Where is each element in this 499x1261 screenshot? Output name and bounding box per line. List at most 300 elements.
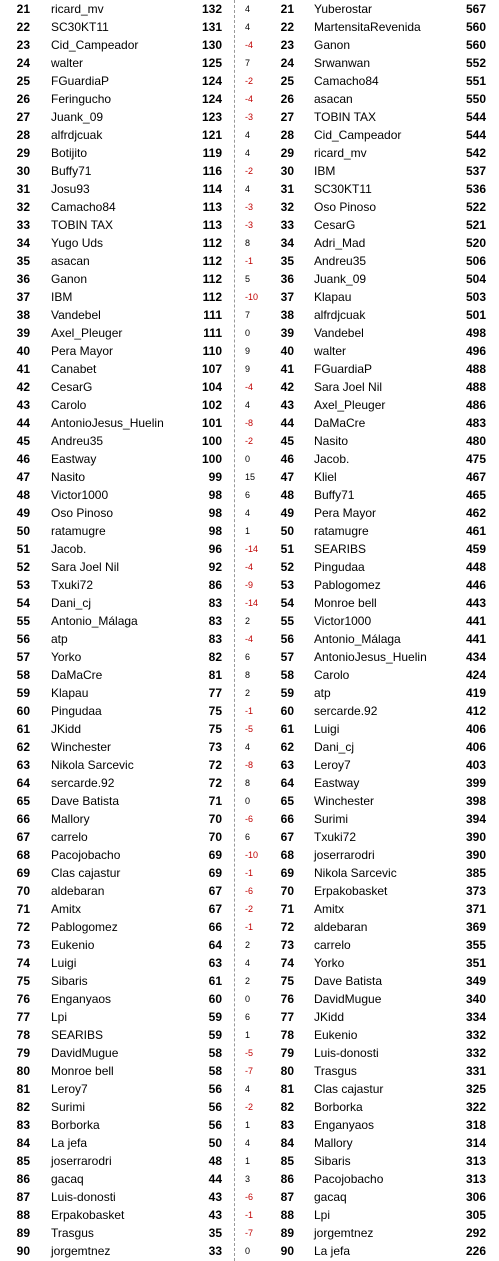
table-row xyxy=(0,342,499,360)
weekly-score: 81 xyxy=(208,668,222,682)
overall-rank-position: 44 xyxy=(280,416,294,430)
weekly-player-name: Yugo Uds xyxy=(51,236,104,250)
position-change: 5 xyxy=(245,274,251,284)
overall-player-name: Enganyaos xyxy=(314,1118,375,1132)
overall-player-name: CesarG xyxy=(314,218,356,232)
overall-rank-position: 32 xyxy=(280,200,294,214)
overall-rank-position: 86 xyxy=(280,1172,294,1186)
weekly-score: 82 xyxy=(208,650,222,664)
weekly-score: 56 xyxy=(208,1100,222,1114)
weekly-score: 110 xyxy=(202,344,222,358)
overall-score: 522 xyxy=(465,200,486,214)
overall-rank-position: 49 xyxy=(280,506,294,520)
weekly-rank-position: 32 xyxy=(16,200,30,214)
overall-rank-position: 68 xyxy=(280,848,294,862)
weekly-rank-position: 24 xyxy=(16,56,30,70)
position-change: 4 xyxy=(245,4,251,14)
position-change: 4 xyxy=(245,148,251,158)
weekly-player-name: Luis-donosti xyxy=(51,1190,116,1204)
weekly-score: 96 xyxy=(208,542,222,556)
overall-score: 292 xyxy=(465,1226,486,1240)
weekly-score: 70 xyxy=(208,830,222,844)
position-change: 2 xyxy=(245,688,251,698)
overall-rank-position: 80 xyxy=(280,1064,294,1078)
position-change: 8 xyxy=(245,670,251,680)
overall-score: 349 xyxy=(465,974,486,988)
overall-player-name: MartensitaRevenida xyxy=(314,20,421,34)
overall-score: 419 xyxy=(465,686,486,700)
weekly-player-name: aldebaran xyxy=(51,884,105,898)
overall-score: 498 xyxy=(465,326,486,340)
weekly-score: 66 xyxy=(208,920,222,934)
weekly-rank-position: 67 xyxy=(16,830,30,844)
weekly-rank-position: 28 xyxy=(16,128,30,142)
weekly-score: 112 xyxy=(202,236,222,250)
table-row xyxy=(0,540,499,558)
overall-player-name: Nikola Sarcevic xyxy=(314,866,397,880)
position-change: 4 xyxy=(245,1138,251,1148)
overall-rank-position: 42 xyxy=(280,380,294,394)
overall-player-name: SEARIBS xyxy=(314,542,367,556)
weekly-rank-position: 89 xyxy=(16,1226,30,1240)
overall-player-name: Pingudaa xyxy=(314,560,365,574)
overall-player-name: Sibaris xyxy=(314,1154,351,1168)
overall-score: 332 xyxy=(465,1046,486,1060)
table-row xyxy=(0,504,499,522)
overall-score: 369 xyxy=(465,920,486,934)
overall-score: 467 xyxy=(465,470,486,484)
overall-rank-position: 47 xyxy=(280,470,294,484)
table-row xyxy=(0,1242,499,1260)
overall-score: 552 xyxy=(465,56,486,70)
overall-rank-position: 45 xyxy=(280,434,294,448)
position-change: 15 xyxy=(245,472,256,482)
overall-rank-position: 64 xyxy=(280,776,294,790)
table-row xyxy=(0,432,499,450)
table-row xyxy=(0,450,499,468)
overall-player-name: Jacob. xyxy=(314,452,350,466)
weekly-rank-position: 83 xyxy=(16,1118,30,1132)
table-row xyxy=(0,252,499,270)
weekly-player-name: SEARIBS xyxy=(51,1028,104,1042)
weekly-score: 99 xyxy=(208,470,222,484)
position-change: 0 xyxy=(245,1246,251,1256)
weekly-player-name: IBM xyxy=(51,290,73,304)
overall-rank-position: 76 xyxy=(280,992,294,1006)
weekly-rank-position: 77 xyxy=(16,1010,30,1024)
position-change: -14 xyxy=(245,544,259,554)
weekly-score: 83 xyxy=(208,614,222,628)
table-row xyxy=(0,1026,499,1044)
overall-player-name: TOBIN TAX xyxy=(314,110,377,124)
weekly-rank-position: 40 xyxy=(16,344,30,358)
position-change: -4 xyxy=(245,40,254,50)
position-change: 8 xyxy=(245,238,251,248)
overall-score: 424 xyxy=(465,668,486,682)
table-row xyxy=(0,360,499,378)
weekly-player-name: Klapau xyxy=(51,686,89,700)
weekly-rank-position: 38 xyxy=(16,308,30,322)
position-change: 0 xyxy=(245,796,251,806)
position-change: 9 xyxy=(245,346,251,356)
weekly-player-name: Dave Batista xyxy=(51,794,120,808)
weekly-rank-position: 70 xyxy=(16,884,30,898)
overall-score: 521 xyxy=(465,218,486,232)
table-row xyxy=(0,1098,499,1116)
weekly-player-name: ricard_mv xyxy=(51,2,104,16)
table-row xyxy=(0,324,499,342)
overall-rank-position: 38 xyxy=(280,308,294,322)
position-change: 6 xyxy=(245,832,251,842)
overall-rank-position: 71 xyxy=(280,902,294,916)
position-change: 4 xyxy=(245,508,251,518)
overall-player-name: ricard_mv xyxy=(314,146,367,160)
position-change: -4 xyxy=(245,634,254,644)
table-row xyxy=(0,738,499,756)
weekly-player-name: alfrdjcuak xyxy=(51,128,103,142)
position-change: 7 xyxy=(245,58,251,68)
overall-player-name: Borborka xyxy=(314,1100,363,1114)
weekly-rank-position: 84 xyxy=(16,1136,30,1150)
weekly-player-name: Enganyaos xyxy=(51,992,112,1006)
weekly-score: 101 xyxy=(201,416,222,430)
weekly-score: 72 xyxy=(208,758,222,772)
overall-score: 340 xyxy=(465,992,486,1006)
weekly-rank-position: 34 xyxy=(16,236,30,250)
overall-player-name: Yuberostar xyxy=(314,2,373,16)
overall-score: 544 xyxy=(465,128,486,142)
weekly-rank-position: 22 xyxy=(16,20,30,34)
weekly-rank-position: 23 xyxy=(16,38,30,52)
position-change: 4 xyxy=(245,1084,251,1094)
overall-score: 355 xyxy=(465,938,486,952)
table-row xyxy=(0,648,499,666)
overall-rank-position: 21 xyxy=(280,2,294,16)
weekly-score: 75 xyxy=(208,722,222,736)
weekly-score: 69 xyxy=(208,848,222,862)
weekly-rank-position: 44 xyxy=(16,416,30,430)
weekly-score: 58 xyxy=(208,1064,222,1078)
overall-score: 496 xyxy=(465,344,486,358)
weekly-rank-position: 47 xyxy=(16,470,30,484)
table-row xyxy=(0,828,499,846)
position-change: 1 xyxy=(245,1030,251,1040)
weekly-score: 132 xyxy=(201,2,222,16)
overall-score: 480 xyxy=(465,434,486,448)
position-change: 7 xyxy=(245,310,251,320)
weekly-player-name: Txuki72 xyxy=(51,578,94,592)
position-change: 6 xyxy=(245,652,251,662)
overall-player-name: FGuardiaP xyxy=(314,362,373,376)
overall-player-name: Ganon xyxy=(314,38,351,52)
overall-player-name: Txuki72 xyxy=(314,830,357,844)
weekly-score: 73 xyxy=(208,740,222,754)
weekly-rank-position: 59 xyxy=(16,686,30,700)
overall-score: 318 xyxy=(465,1118,486,1132)
weekly-rank-position: 69 xyxy=(16,866,30,880)
weekly-player-name: Jacob. xyxy=(51,542,87,556)
overall-rank-position: 77 xyxy=(280,1010,294,1024)
table-row xyxy=(0,234,499,252)
position-change: 4 xyxy=(245,742,251,752)
weekly-player-name: TOBIN TAX xyxy=(51,218,114,232)
weekly-rank-position: 26 xyxy=(16,92,30,106)
weekly-rank-position: 57 xyxy=(16,650,30,664)
weekly-player-name: Monroe bell xyxy=(51,1064,114,1078)
table-row xyxy=(0,594,499,612)
overall-player-name: Carolo xyxy=(314,668,350,682)
overall-rank-position: 88 xyxy=(280,1208,294,1222)
table-row xyxy=(0,1170,499,1188)
table-row xyxy=(0,522,499,540)
weekly-player-name: AntonioJesus_Huelin xyxy=(51,416,164,430)
weekly-rank-position: 58 xyxy=(16,668,30,682)
overall-rank-position: 23 xyxy=(280,38,294,52)
overall-player-name: Lpi xyxy=(314,1208,331,1222)
position-change: -1 xyxy=(245,256,254,266)
position-change: -2 xyxy=(245,904,254,914)
overall-player-name: Winchester xyxy=(314,794,375,808)
weekly-score: 123 xyxy=(201,110,222,124)
weekly-rank-position: 81 xyxy=(16,1082,30,1096)
weekly-score: 48 xyxy=(208,1154,222,1168)
overall-score: 306 xyxy=(465,1190,486,1204)
overall-rank-position: 33 xyxy=(280,218,294,232)
overall-score: 398 xyxy=(465,794,486,808)
overall-rank-position: 70 xyxy=(280,884,294,898)
table-row xyxy=(0,162,499,180)
weekly-score: 35 xyxy=(208,1226,222,1240)
overall-rank-position: 79 xyxy=(280,1046,294,1060)
position-change: -5 xyxy=(245,1048,254,1058)
weekly-player-name: Carolo xyxy=(51,398,87,412)
overall-rank-position: 26 xyxy=(280,92,294,106)
overall-score: 551 xyxy=(465,74,486,88)
weekly-score: 121 xyxy=(201,128,222,142)
overall-rank-position: 43 xyxy=(280,398,294,412)
weekly-score: 112 xyxy=(202,254,222,268)
weekly-player-name: Antonio_Málaga xyxy=(51,614,138,628)
overall-score: 313 xyxy=(465,1154,486,1168)
overall-player-name: Dave Batista xyxy=(314,974,383,988)
overall-score: 314 xyxy=(465,1136,486,1150)
overall-player-name: Adri_Mad xyxy=(314,236,366,250)
weekly-score: 43 xyxy=(208,1190,222,1204)
table-row xyxy=(0,1224,499,1242)
overall-score: 560 xyxy=(465,38,486,52)
weekly-rank-position: 64 xyxy=(16,776,30,790)
weekly-player-name: sercarde.92 xyxy=(51,776,115,790)
position-change: 4 xyxy=(245,130,251,140)
overall-score: 332 xyxy=(465,1028,486,1042)
position-change: 0 xyxy=(245,328,251,338)
weekly-player-name: Feringucho xyxy=(51,92,112,106)
position-change: 6 xyxy=(245,1012,251,1022)
overall-rank-position: 34 xyxy=(280,236,294,250)
table-row xyxy=(0,486,499,504)
weekly-rank-position: 36 xyxy=(16,272,30,286)
weekly-player-name: Sibaris xyxy=(51,974,88,988)
overall-rank-position: 30 xyxy=(280,164,294,178)
weekly-score: 124 xyxy=(201,92,222,106)
weekly-score: 43 xyxy=(208,1208,222,1222)
weekly-rank-position: 42 xyxy=(16,380,30,394)
table-row xyxy=(0,630,499,648)
weekly-score: 102 xyxy=(201,398,222,412)
overall-player-name: Axel_Pleuger xyxy=(314,398,386,412)
weekly-player-name: Lpi xyxy=(51,1010,68,1024)
overall-score: 385 xyxy=(465,866,486,880)
overall-player-name: Surimi xyxy=(314,812,349,826)
weekly-score: 111 xyxy=(203,326,222,340)
position-change: -1 xyxy=(245,868,254,878)
table-row xyxy=(0,990,499,1008)
position-change: -2 xyxy=(245,436,254,446)
weekly-rank-position: 86 xyxy=(16,1172,30,1186)
weekly-score: 64 xyxy=(208,938,222,952)
position-change: -14 xyxy=(245,598,259,608)
overall-rank-position: 85 xyxy=(280,1154,294,1168)
weekly-score: 58 xyxy=(208,1046,222,1060)
table-row xyxy=(0,216,499,234)
overall-player-name: DaMaCre xyxy=(314,416,366,430)
weekly-rank-position: 71 xyxy=(16,902,30,916)
weekly-player-name: SC30KT11 xyxy=(51,20,109,34)
weekly-player-name: Josu93 xyxy=(51,182,90,196)
overall-rank-position: 52 xyxy=(280,560,294,574)
overall-rank-position: 82 xyxy=(280,1100,294,1114)
overall-rank-position: 59 xyxy=(280,686,294,700)
overall-rank-position: 48 xyxy=(280,488,294,502)
overall-player-name: ratamugre xyxy=(314,524,369,538)
weekly-player-name: joserrarodri xyxy=(51,1154,112,1168)
table-row xyxy=(0,972,499,990)
weekly-score: 100 xyxy=(201,434,222,448)
weekly-rank-position: 90 xyxy=(16,1244,30,1258)
weekly-rank-position: 72 xyxy=(16,920,30,934)
weekly-score: 56 xyxy=(208,1118,222,1132)
weekly-score: 125 xyxy=(201,56,222,70)
weekly-player-name: Pingudaa xyxy=(51,704,102,718)
overall-score: 488 xyxy=(465,380,486,394)
overall-rank-position: 69 xyxy=(280,866,294,880)
overall-rank-position: 54 xyxy=(280,596,294,610)
overall-rank-position: 81 xyxy=(280,1082,294,1096)
overall-score: 537 xyxy=(465,164,486,178)
table-row xyxy=(0,1152,499,1170)
overall-player-name: Juank_09 xyxy=(314,272,367,286)
table-row xyxy=(0,900,499,918)
weekly-score: 71 xyxy=(208,794,222,808)
weekly-score: 70 xyxy=(208,812,222,826)
overall-player-name: Pacojobacho xyxy=(314,1172,384,1186)
overall-rank-position: 74 xyxy=(280,956,294,970)
overall-player-name: Kliel xyxy=(314,470,337,484)
position-change: -2 xyxy=(245,1102,254,1112)
table-row xyxy=(0,792,499,810)
overall-player-name: Dani_cj xyxy=(314,740,355,754)
overall-player-name: atp xyxy=(314,686,331,700)
weekly-rank-position: 49 xyxy=(16,506,30,520)
weekly-rank-position: 53 xyxy=(16,578,30,592)
overall-score: 475 xyxy=(465,452,486,466)
overall-player-name: DavidMugue xyxy=(314,992,382,1006)
table-row xyxy=(0,612,499,630)
weekly-score: 112 xyxy=(202,290,222,304)
table-row xyxy=(0,468,499,486)
weekly-player-name: Oso Pinoso xyxy=(51,506,114,520)
weekly-player-name: Mallory xyxy=(51,812,90,826)
position-change: 1 xyxy=(245,1156,251,1166)
overall-rank-position: 65 xyxy=(280,794,294,808)
position-change: -10 xyxy=(245,850,259,860)
overall-rank-position: 28 xyxy=(280,128,294,142)
overall-player-name: joserrarodri xyxy=(314,848,375,862)
weekly-rank-position: 55 xyxy=(16,614,30,628)
weekly-score: 131 xyxy=(201,20,222,34)
overall-score: 448 xyxy=(465,560,486,574)
weekly-rank-position: 78 xyxy=(16,1028,30,1042)
weekly-player-name: Clas cajastur xyxy=(51,866,121,880)
weekly-player-name: Trasgus xyxy=(51,1226,94,1240)
weekly-score: 67 xyxy=(208,902,222,916)
weekly-score: 63 xyxy=(208,956,222,970)
overall-rank-position: 53 xyxy=(280,578,294,592)
overall-player-name: Luis-donosti xyxy=(314,1046,379,1060)
overall-rank-position: 66 xyxy=(280,812,294,826)
weekly-rank-position: 66 xyxy=(16,812,30,826)
weekly-rank-position: 79 xyxy=(16,1046,30,1060)
weekly-rank-position: 85 xyxy=(16,1154,30,1168)
position-change: -6 xyxy=(245,886,254,896)
overall-rank-position: 29 xyxy=(280,146,294,160)
weekly-rank-position: 41 xyxy=(16,362,30,376)
overall-rank-position: 84 xyxy=(280,1136,294,1150)
weekly-player-name: Juank_09 xyxy=(51,110,104,124)
table-row xyxy=(0,720,499,738)
weekly-player-name: Leroy7 xyxy=(51,1082,88,1096)
table-row xyxy=(0,306,499,324)
position-change: -4 xyxy=(245,94,254,104)
weekly-rank-position: 50 xyxy=(16,524,30,538)
weekly-score: 130 xyxy=(201,38,222,52)
weekly-score: 92 xyxy=(208,560,222,574)
overall-score: 226 xyxy=(465,1244,486,1258)
overall-rank-position: 72 xyxy=(280,920,294,934)
overall-player-name: SC30KT11 xyxy=(314,182,372,196)
weekly-player-name: atp xyxy=(51,632,68,646)
table-row xyxy=(0,846,499,864)
overall-player-name: aldebaran xyxy=(314,920,368,934)
weekly-player-name: Pacojobacho xyxy=(51,848,121,862)
weekly-player-name: ratamugre xyxy=(51,524,106,538)
overall-player-name: Cid_Campeador xyxy=(314,128,402,142)
position-change: -2 xyxy=(245,76,254,86)
overall-player-name: Erpakobasket xyxy=(314,884,388,898)
weekly-rank-position: 21 xyxy=(16,2,30,16)
position-change: -9 xyxy=(245,580,254,590)
overall-player-name: JKidd xyxy=(314,1010,345,1024)
weekly-player-name: DaMaCre xyxy=(51,668,103,682)
position-change: -4 xyxy=(245,562,254,572)
overall-score: 441 xyxy=(465,614,486,628)
weekly-rank-position: 46 xyxy=(16,452,30,466)
overall-player-name: walter xyxy=(314,344,347,358)
weekly-player-name: Sara Joel Nil xyxy=(51,560,120,574)
weekly-rank-position: 62 xyxy=(16,740,30,754)
weekly-rank-position: 74 xyxy=(16,956,30,970)
weekly-score: 75 xyxy=(208,704,222,718)
